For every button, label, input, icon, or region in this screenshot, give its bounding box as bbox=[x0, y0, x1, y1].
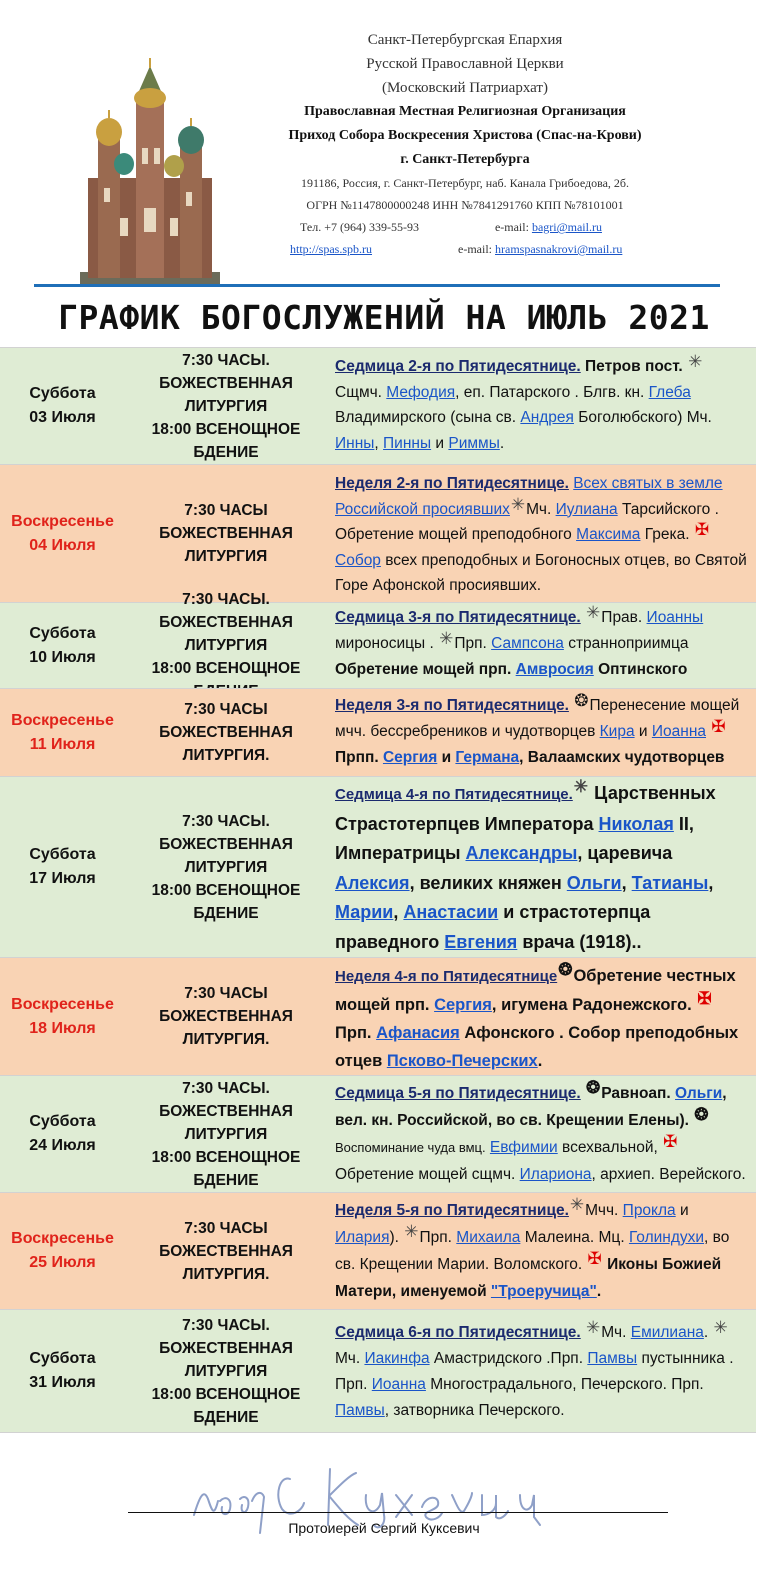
parish: Приход Собора Воскресения Христова (Спас-на-Крови) bbox=[288, 128, 642, 143]
commemoration-cell: Седмица 5-я по Пятидесятнице. ❂Равноап. Ольги, вел. кн. Российской, во св. Крещении Елены). ❂ Воспоминание чуда вмц. Евфимии всехвальной, ✠ Обретение мощей сщмч. Илариона, архиеп. Верейского. bbox=[335, 1078, 746, 1183]
asterisk-icon: ✳ bbox=[586, 1318, 601, 1337]
saint-link[interactable]: Ольги bbox=[675, 1085, 723, 1102]
saint-link[interactable]: Анастасии bbox=[403, 902, 499, 922]
commemoration-cell: Неделя 3-я по Пятидесятнице. ❂Перенесение мощей мчч. бессребреников и чудотворцев Кира и Иоанна ✠ Прпп. Сергия и Германа, Валаамских чудотворцев bbox=[335, 691, 740, 766]
saint-link[interactable]: Мефодия bbox=[386, 383, 456, 401]
commemoration-cell: Седмица 4-я по Пятидесятнице.✳ Царственных Страстотерпцев Императора Николая II, Императрицы Александры, царевича Алексия, великих княжен Ольги, Татианы, Марии, Анастасии и страстотерпца праведного Евгения врача (1918).. bbox=[335, 777, 716, 952]
service-cell: 7:30 ЧАСЫ. БОЖЕСТВЕННАЯ ЛИТУРГИЯ 18:00 ВСЕНОЩНОЕ БДЕНИЕ bbox=[151, 1316, 301, 1426]
saint-link[interactable]: Риммы bbox=[448, 434, 500, 452]
feast-link[interactable]: Всех святых в земле Российской просиявших bbox=[335, 475, 723, 518]
saint-link[interactable]: Иоанна bbox=[651, 723, 706, 740]
saint-link[interactable]: Сампсона bbox=[491, 635, 564, 652]
city: г. Санкт-Петербурга bbox=[400, 152, 530, 167]
date-cell: Суббота 31 Июля bbox=[29, 1350, 96, 1391]
date-cell: Воскресенье 25 Июля bbox=[11, 1230, 114, 1271]
polyeleos-icon: ❂ bbox=[586, 1078, 601, 1097]
saint-link[interactable]: Кира bbox=[599, 723, 635, 740]
saint-link[interactable]: Максима bbox=[576, 526, 641, 543]
saint-link[interactable]: Ольги bbox=[566, 872, 622, 893]
table-row bbox=[0, 688, 756, 776]
table-row bbox=[0, 464, 756, 602]
commemoration-cell: Неделя 4-я по Пятидесятнице❂Обретение честных мощей прп. Сергия, игумена Радонежского. ✠ Прп. Афанасия Афонского . Собор преподобных отцев Псково-Печерских. bbox=[335, 960, 739, 1070]
signature-line bbox=[128, 1512, 668, 1513]
polyeleos-icon: ❂ bbox=[694, 1105, 709, 1124]
table-row bbox=[0, 591, 756, 688]
saint-link[interactable]: Емилиана bbox=[630, 1324, 704, 1341]
asterisk-icon: ✳ bbox=[510, 494, 526, 514]
date-cell: Воскресенье 18 Июля bbox=[11, 995, 114, 1037]
date-cell: Воскресенье 04 Июля bbox=[11, 512, 114, 554]
date-cell: Суббота 17 Июля bbox=[29, 846, 96, 887]
saint-link[interactable]: Андрея bbox=[520, 409, 574, 426]
saint-link[interactable]: Иулиана bbox=[555, 500, 618, 518]
saint-link[interactable]: Афанасия bbox=[376, 1024, 460, 1042]
saint-link[interactable]: Пинны bbox=[383, 434, 432, 452]
asterisk-icon: ✳ bbox=[404, 1222, 419, 1241]
church-name: Русской Православной Церкви bbox=[366, 56, 564, 72]
service-cell: 7:30 ЧАСЫ БОЖЕСТВЕННАЯ ЛИТУРГИЯ. bbox=[159, 1219, 293, 1283]
saint-link[interactable]: Амвросия bbox=[515, 661, 594, 678]
red-cross-icon: ✠ bbox=[587, 1249, 602, 1268]
saint-link[interactable]: Марии bbox=[335, 902, 394, 922]
web-line: http://spas.spb.ru e-mail: hramspasnakrovi@mail.ru bbox=[290, 242, 623, 256]
saint-link[interactable]: Псково-Печерских bbox=[386, 1052, 538, 1070]
organization: Православная Местная Религиозная Организация bbox=[304, 104, 626, 119]
service-cell: 7:30 ЧАСЫ БОЖЕСТВЕННАЯ ЛИТУРГИЯ. bbox=[159, 985, 293, 1048]
commemoration-cell: Седмица 2-я по Пятидесятнице. Петров пост. ✳ Сщмч. Мефодия, еп. Патарского . Блгв. кн. Глеба Владимирского (сына св. Андрея Боголюбского) Мч. Инны, Пинны и Риммы. bbox=[335, 352, 712, 452]
red-cross-icon: ✠ bbox=[663, 1132, 678, 1151]
saint-link[interactable]: Сергия bbox=[382, 749, 438, 766]
polyeleos-icon: ❂ bbox=[558, 960, 573, 979]
date-cell: Воскресенье 11 Июля bbox=[11, 711, 114, 753]
table-row bbox=[0, 1192, 756, 1309]
table-row bbox=[0, 776, 756, 957]
saint-link[interactable]: Илариона bbox=[519, 1166, 592, 1183]
saint-link[interactable]: Илария bbox=[335, 1229, 390, 1246]
red-cross-icon: ✠ bbox=[697, 989, 712, 1008]
service-cell: 7:30 ЧАСЫ БОЖЕСТВЕННАЯ ЛИТУРГИЯ. bbox=[159, 701, 293, 764]
header-divider bbox=[34, 284, 720, 287]
asterisk-icon: ✳ bbox=[586, 603, 601, 622]
icon-link[interactable]: "Троеручица" bbox=[490, 1283, 597, 1300]
service-cell: 7:30 ЧАСЫ. БОЖЕСТВЕННАЯ ЛИТУРГИЯ 18:00 ВСЕНОЩНОЕ БДЕНИЕ bbox=[151, 812, 301, 922]
email-link[interactable]: bagri@mail.ru bbox=[531, 220, 602, 234]
saint-link[interactable]: Памвы bbox=[335, 1402, 385, 1419]
date-cell: Суббота 24 Июля bbox=[29, 1113, 96, 1154]
patriarchate: (Московский Патриархат) bbox=[382, 80, 548, 96]
saint-link[interactable]: Прокла bbox=[622, 1202, 676, 1219]
saint-link[interactable]: Иоанна bbox=[371, 1376, 426, 1393]
saint-link[interactable]: Михаила bbox=[456, 1229, 521, 1246]
asterisk-icon: ✳ bbox=[713, 1318, 728, 1337]
saint-link[interactable]: Сергия bbox=[434, 996, 492, 1014]
saint-link[interactable]: Памвы bbox=[587, 1350, 638, 1367]
saint-link[interactable]: Татианы bbox=[631, 872, 709, 893]
commemoration-cell: Седмица 6-я по Пятидесятнице. ✳Мч. Емилиана. ✳ Мч. Иакинфа Амастридского .Прп. Памвы пустынника . Прп. Иоанна Многострадального, Печерского. Прп. Памвы, затворника Печерского. bbox=[335, 1318, 734, 1419]
date-cell: Суббота 10 Июля bbox=[29, 624, 96, 666]
phone: Тел. +7 (964) 339-55-93 bbox=[300, 220, 419, 234]
asterisk-icon: ✳ bbox=[439, 629, 454, 648]
table-row bbox=[0, 957, 756, 1075]
website-link[interactable]: http://spas.spb.ru bbox=[290, 242, 373, 256]
commemoration-cell: Неделя 5-я по Пятидесятнице.✳Мчч. Прокла и Илария). ✳Прп. Михаила Малеина. Мц. Голиндухи, во св. Крещении Марии. Воломского. ✠ Иконы Божией Матери, именуемой "Троеручица". bbox=[335, 1195, 730, 1300]
table-row bbox=[0, 347, 756, 464]
letterhead-text bbox=[270, 28, 660, 260]
saint-link[interactable]: Алексия bbox=[335, 872, 410, 893]
saint-link[interactable]: Иоанны bbox=[646, 609, 704, 626]
asterisk-icon: ✳ bbox=[569, 1195, 585, 1214]
saint-link[interactable]: Александры bbox=[465, 843, 578, 863]
page-title: ГРАФИК БОГОСЛУЖЕНИЙ НА ИЮЛЬ 2021 bbox=[58, 298, 710, 337]
polyeleos-icon: ❂ bbox=[574, 691, 589, 710]
saint-link[interactable]: Иакинфа bbox=[364, 1350, 430, 1367]
commemoration-cell: Седмица 3-я по Пятидесятнице. ✳Прав. Иоанны мироносицы . ✳Прп. Сампсона странноприимца Обретение мощей прп. Амвросия Оптинского bbox=[335, 603, 704, 678]
contact-line: Тел. +7 (964) 339-55-93 e-mail: bagri@mail.ru bbox=[300, 220, 602, 234]
date-cell: Суббота 03 Июля bbox=[29, 385, 96, 426]
registration-numbers: ОГРН №1147800000248 ИНН №7841291760 КПП №78101001 bbox=[306, 198, 624, 212]
red-cross-icon: ✠ bbox=[694, 520, 710, 539]
diocese: Санкт-Петербургская Епархия bbox=[367, 32, 563, 48]
saint-link[interactable]: Евгения bbox=[444, 931, 518, 952]
saint-link[interactable]: Николая bbox=[598, 813, 674, 834]
service-cell: 7:30 ЧАСЫ. БОЖЕСТВЕННАЯ ЛИТУРГИЯ 18:00 ВСЕНОЩНОЕ bbox=[151, 591, 301, 677]
commemoration-cell: Неделя 2-я по Пятидесятнице. Всех святых в земле Российской просиявших✳Мч. Иулиана Тарсийского . Обретение мощей преподобного Максима Грека. ✠ Собор всех преподобных и Богоносных отцев, во Святой Горе Афонской просиявших. bbox=[335, 475, 747, 594]
saint-link[interactable]: Глеба bbox=[648, 383, 691, 401]
service-cell: 7:30 ЧАСЫ БОЖЕСТВЕННАЯ ЛИТУРГИЯ bbox=[159, 502, 293, 565]
table-row bbox=[0, 1075, 756, 1192]
saint-link[interactable]: Инны bbox=[335, 434, 375, 452]
asterisk-icon: ✳ bbox=[573, 777, 589, 796]
letterhead bbox=[0, 0, 768, 290]
signatory-name: Протоиерей Сергий Куксевич bbox=[288, 1520, 480, 1536]
address: 191186, Россия, г. Санкт-Петербург, наб. Канала Грибоедова, 2б. bbox=[300, 176, 630, 190]
table-row bbox=[0, 1309, 756, 1433]
service-cell: 7:30 ЧАСЫ. БОЖЕСТВЕННАЯ ЛИТУРГИЯ 18:00 ВСЕНОЩНОЕ БДЕНИЕ bbox=[151, 351, 301, 461]
email-link-2[interactable]: hramspasnakrovi@mail.ru bbox=[495, 242, 623, 256]
saint-link[interactable]: Германа bbox=[455, 749, 520, 766]
service-cell: 7:30 ЧАСЫ. БОЖЕСТВЕННАЯ ЛИТУРГИЯ 18:00 ВСЕНОЩНОЕ БДЕНИЕ bbox=[151, 1079, 301, 1189]
saint-link[interactable]: Голиндухи bbox=[628, 1229, 705, 1246]
saint-link[interactable]: Собор bbox=[335, 551, 381, 569]
cathedral-image bbox=[80, 58, 220, 286]
red-cross-icon: ✠ bbox=[711, 717, 726, 736]
saint-link[interactable]: Евфимии bbox=[489, 1139, 558, 1156]
asterisk-icon: ✳ bbox=[688, 352, 703, 371]
